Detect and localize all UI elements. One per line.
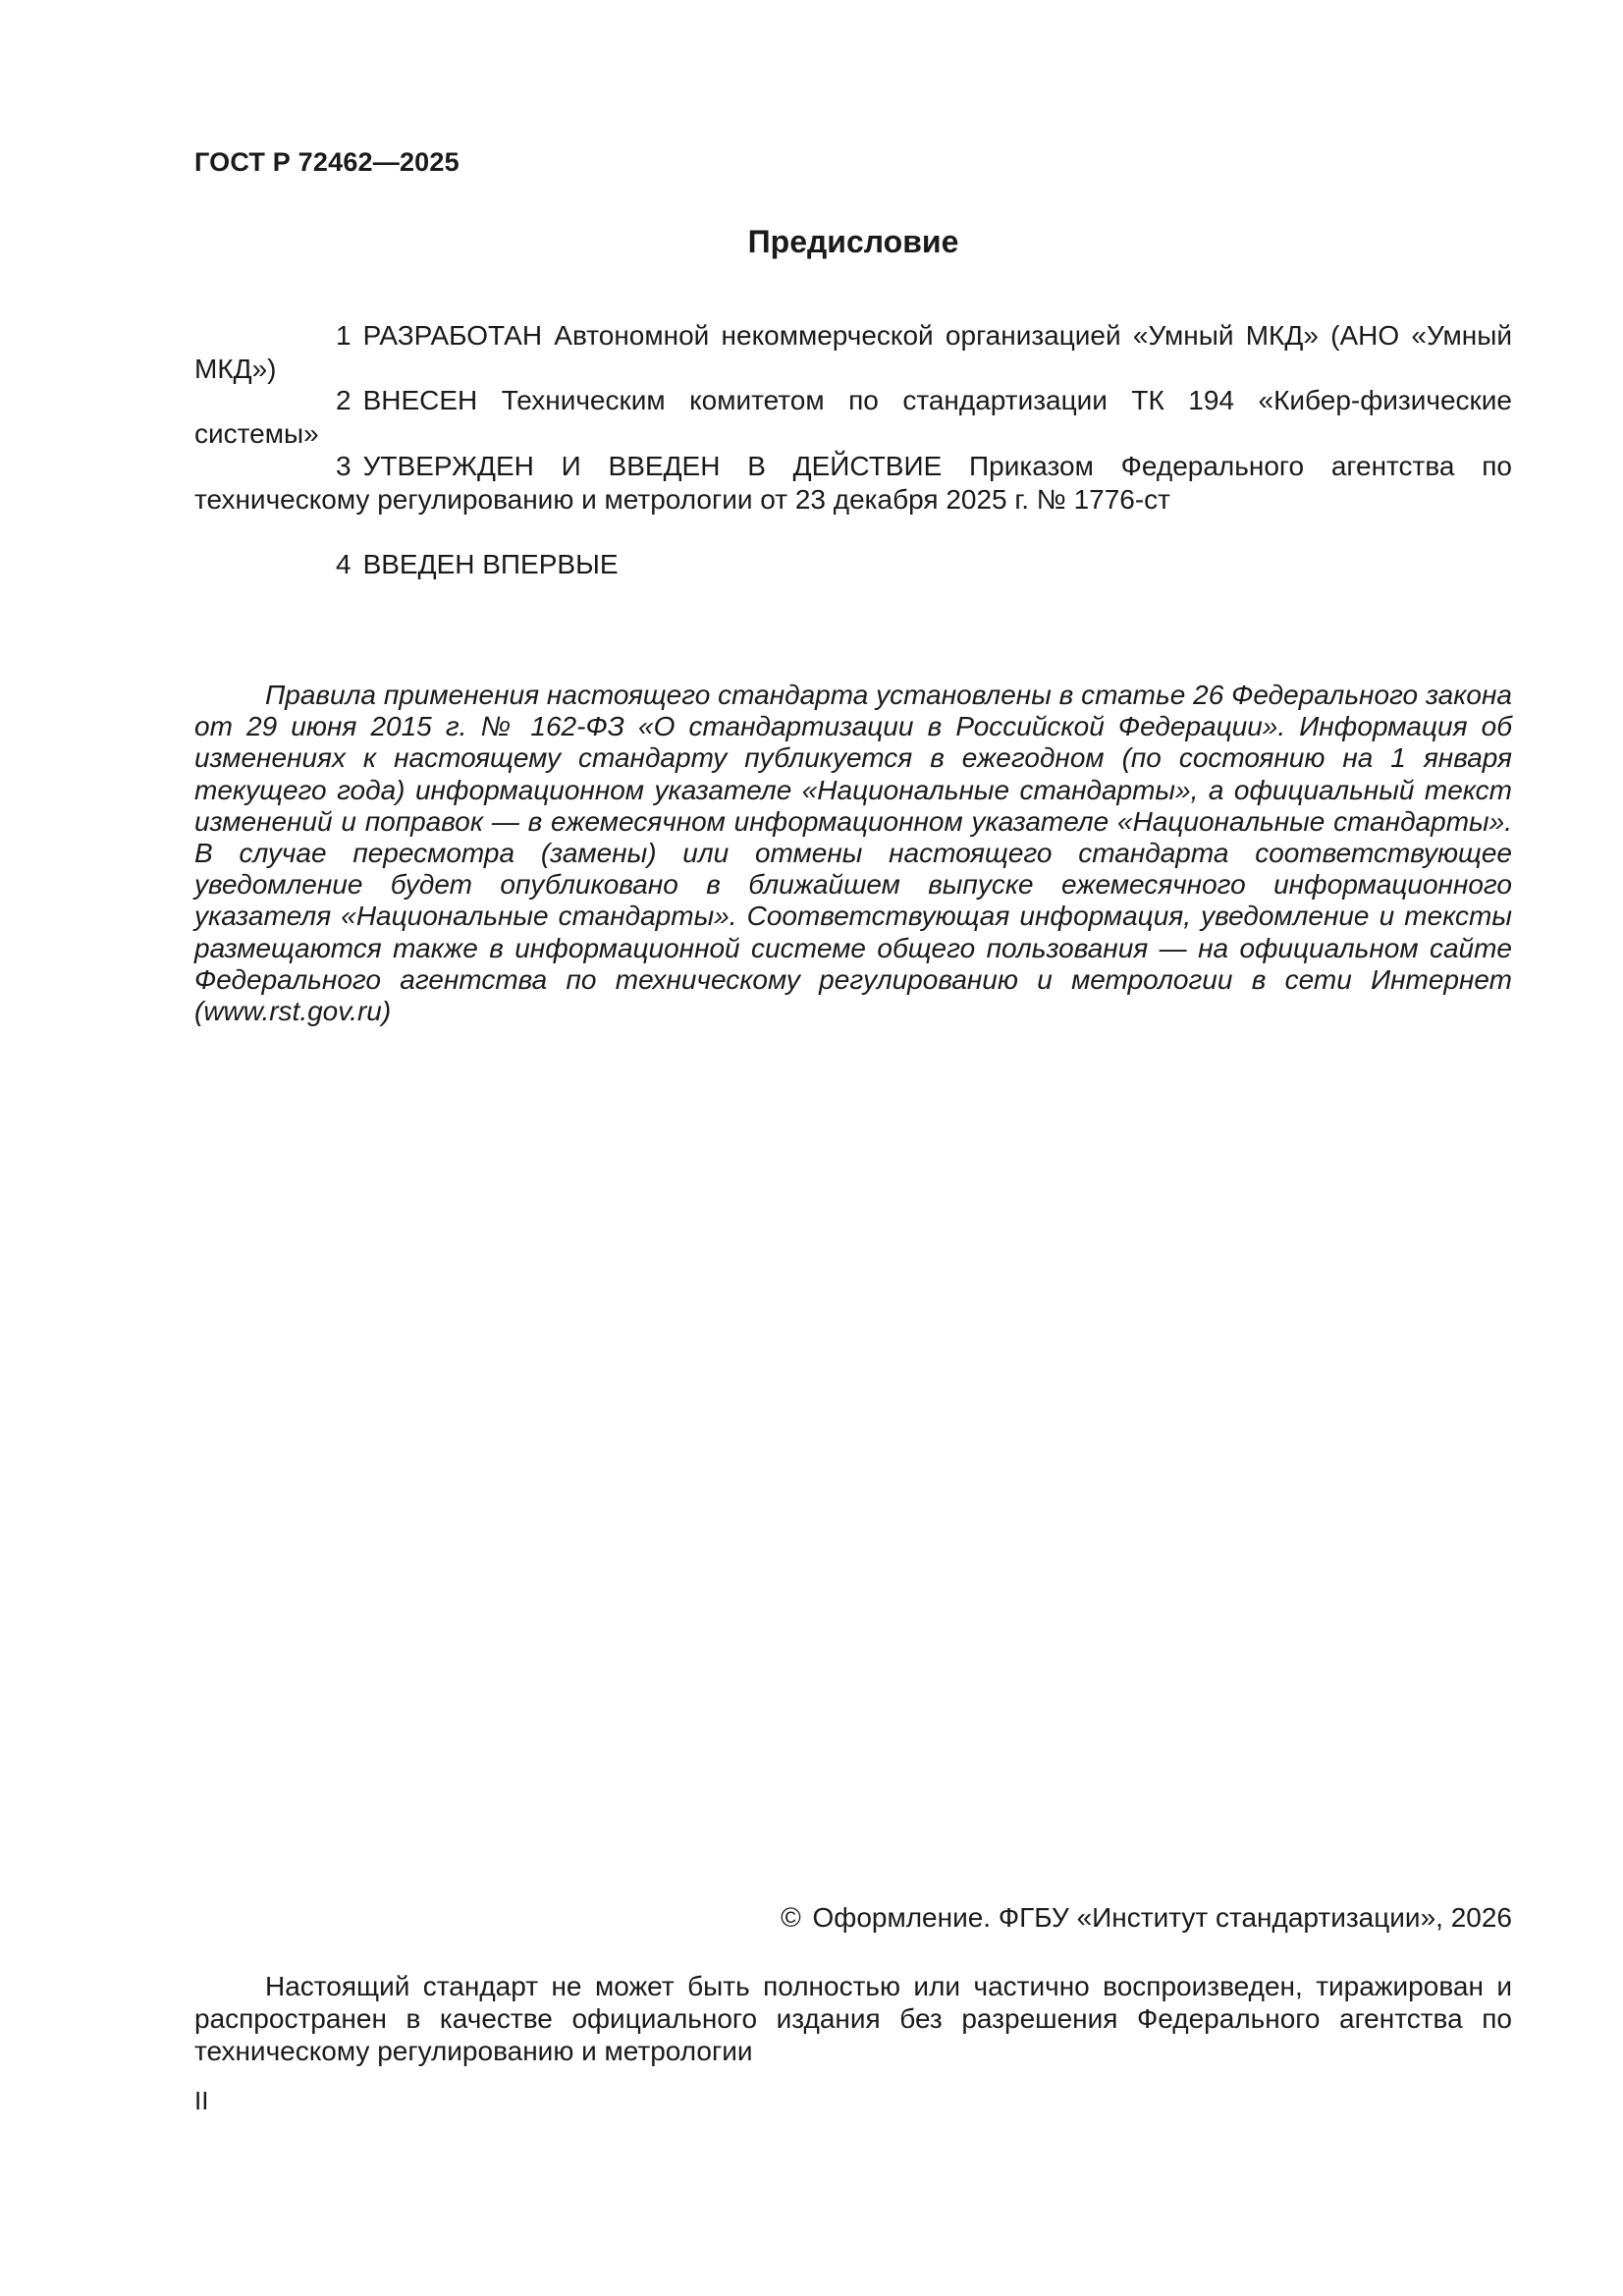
item-text: ВВЕДЕН ВПЕРВЫЕ (362, 549, 619, 579)
foreword-item-4 (194, 548, 1512, 581)
foreword-item-3 (194, 450, 1512, 517)
application-rules-paragraph: Правила применения настоящего стандарта установлены в статье 26 Федерального закона от 29 июня 2015 г. № 162-ФЗ «О стандартизации в Российской Федерации». Информация об изменениях к настоящему стандарту публикуется в ежегодном (по состоянию на 1 января текущего года) информационном указателе «Национальные стандарты», а официальный текст изменений и поправок — в ежемесячном информационном указателе «Национальные стандарты». В случае пересмотра (замены) или отмены настоящего стандарта соответствующее уведомление будет опубликовано в ближайшем выпуске ежемесячного информационного указателя «Национальные стандарты». Соответствующая информация, уведомление и тексты размещаются также в информационной системе общего пользования — на официальном сайте Федерального агентства по техническому регулированию и метрологии в сети Интернет (www.rst.gov.ru) (194, 680, 1512, 1027)
item-number: 3 (336, 451, 352, 481)
copyright-icon: © (781, 1902, 801, 1933)
copyright-text: Оформление. ФГБУ «Институт стандартизации», 2026 (812, 1902, 1512, 1933)
item-text: ВНЕСЕН Техническим комитетом по стандартизации ТК 194 «Кибер-физические системы» (194, 385, 1512, 449)
copyright-line (781, 1902, 1512, 1934)
page-title: Предисловие (747, 224, 959, 259)
item-number: 1 (336, 320, 352, 351)
foreword-item-1 (194, 319, 1512, 386)
item-number: 4 (336, 549, 352, 579)
item-text: РАЗРАБОТАН Автономной некоммерческой организацией «Умный МКД» (АНО «Умный МКД») (194, 320, 1512, 384)
item-text: УТВЕРЖДЕН И ВВЕДЕН В ДЕЙСТВИЕ Приказом Федерального агентства по техническому регулированию и метрологии от 23 декабря 2025 г. № 1776-ст (194, 451, 1512, 515)
foreword-item-2 (194, 384, 1512, 451)
item-number: 2 (336, 385, 352, 415)
page-number: II (194, 2086, 209, 2115)
reproduction-notice: Настоящий стандарт не может быть полностью или частично воспроизведен, тиражирован и распространен в качестве официального издания без разрешения Федерального агентства по техническому регулированию и метрологии (194, 1971, 1512, 2066)
document-id-header: ГОСТ Р 72462—2025 (194, 147, 460, 177)
